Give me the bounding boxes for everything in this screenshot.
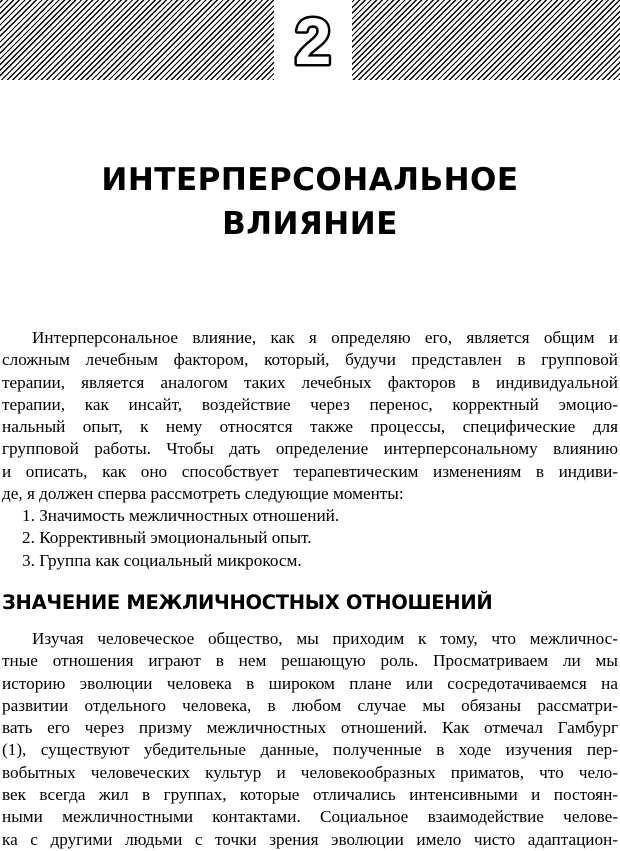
chapter-number — [274, 0, 352, 80]
text-line: вать его через призму межличностных отношений. Как отмечал Гамбург — [2, 718, 618, 738]
hatch-pattern-left — [0, 0, 274, 80]
text-line: тные отношения играют в нем решающую роль. Просматриваем ли мы — [2, 651, 618, 671]
chapter-number-text: 2 — [294, 4, 332, 78]
section-paragraph — [2, 628, 618, 851]
list-item: 3. Группа как социальный микрокосм. — [22, 550, 302, 570]
text-line: вобытных человеческих культур и человекообразных приматов, что чело- — [2, 762, 618, 782]
text-line: групповой работы. Чтобы дать определение интерперсональному влиянию — [2, 439, 618, 459]
text-line: ка с другими людьми с точки зрения эволюции имело чисто адаптацион- — [2, 829, 618, 849]
text-line: и описать, как оно способствует терапевтическим изменениям в индиви- — [2, 461, 618, 481]
text-line: Интерперсональное влияние, как я определяю его, является общим и — [32, 328, 618, 347]
list-item: 2. Коррективный эмоциональный опыт. — [22, 528, 312, 548]
text-line: терапии, является аналогом таких лечебных факторов в индивидуальной — [2, 372, 618, 392]
hatch-pattern-right — [352, 0, 620, 80]
intro-paragraph — [2, 327, 618, 505]
chapter-title-line: ВЛИЯНИЕ — [222, 206, 398, 242]
text-line: (1), существуют убедительные данные, полученные в ходе изучения пер- — [2, 740, 618, 760]
section-heading: ЗНАЧЕНИЕ МЕЖЛИЧНОСТНЫХ ОТНОШЕНИЙ — [2, 591, 493, 614]
text-line: сложным лечебным фактором, который, будучи представлен в групповой — [2, 350, 618, 370]
text-line: развитии отдельного человека, в любом случае мы обязаны рассматри- — [2, 695, 618, 715]
text-line: терапии, как инсайт, воздействие через перенос, корректный эмоцио- — [2, 394, 618, 414]
text-line: историю эволюции человека в широком плане или сосредотачиваемся на — [2, 673, 618, 693]
text-line: ными межличностными контактами. Социальное взаимодействие челове- — [2, 807, 618, 827]
chapter-header-band — [0, 0, 620, 82]
text-line: век всегда жил в группах, которые отличались интенсивными и постоян- — [2, 785, 618, 805]
list-item: 1. Значимость межличностных отношений. — [22, 506, 340, 525]
chapter-title — [0, 158, 620, 246]
text-line: нальный опыт, к нему относятся также процессы, специфические для — [2, 417, 618, 437]
text-line: Изучая человеческое общество, мы приходим к тому, что межличнос- — [32, 629, 618, 648]
chapter-title-line: ИНТЕРПЕРСОНАЛЬНОЕ — [101, 162, 519, 198]
numbered-list — [22, 505, 339, 572]
text-line: де, я должен сперва рассмотреть следующие моменты: — [2, 484, 404, 504]
